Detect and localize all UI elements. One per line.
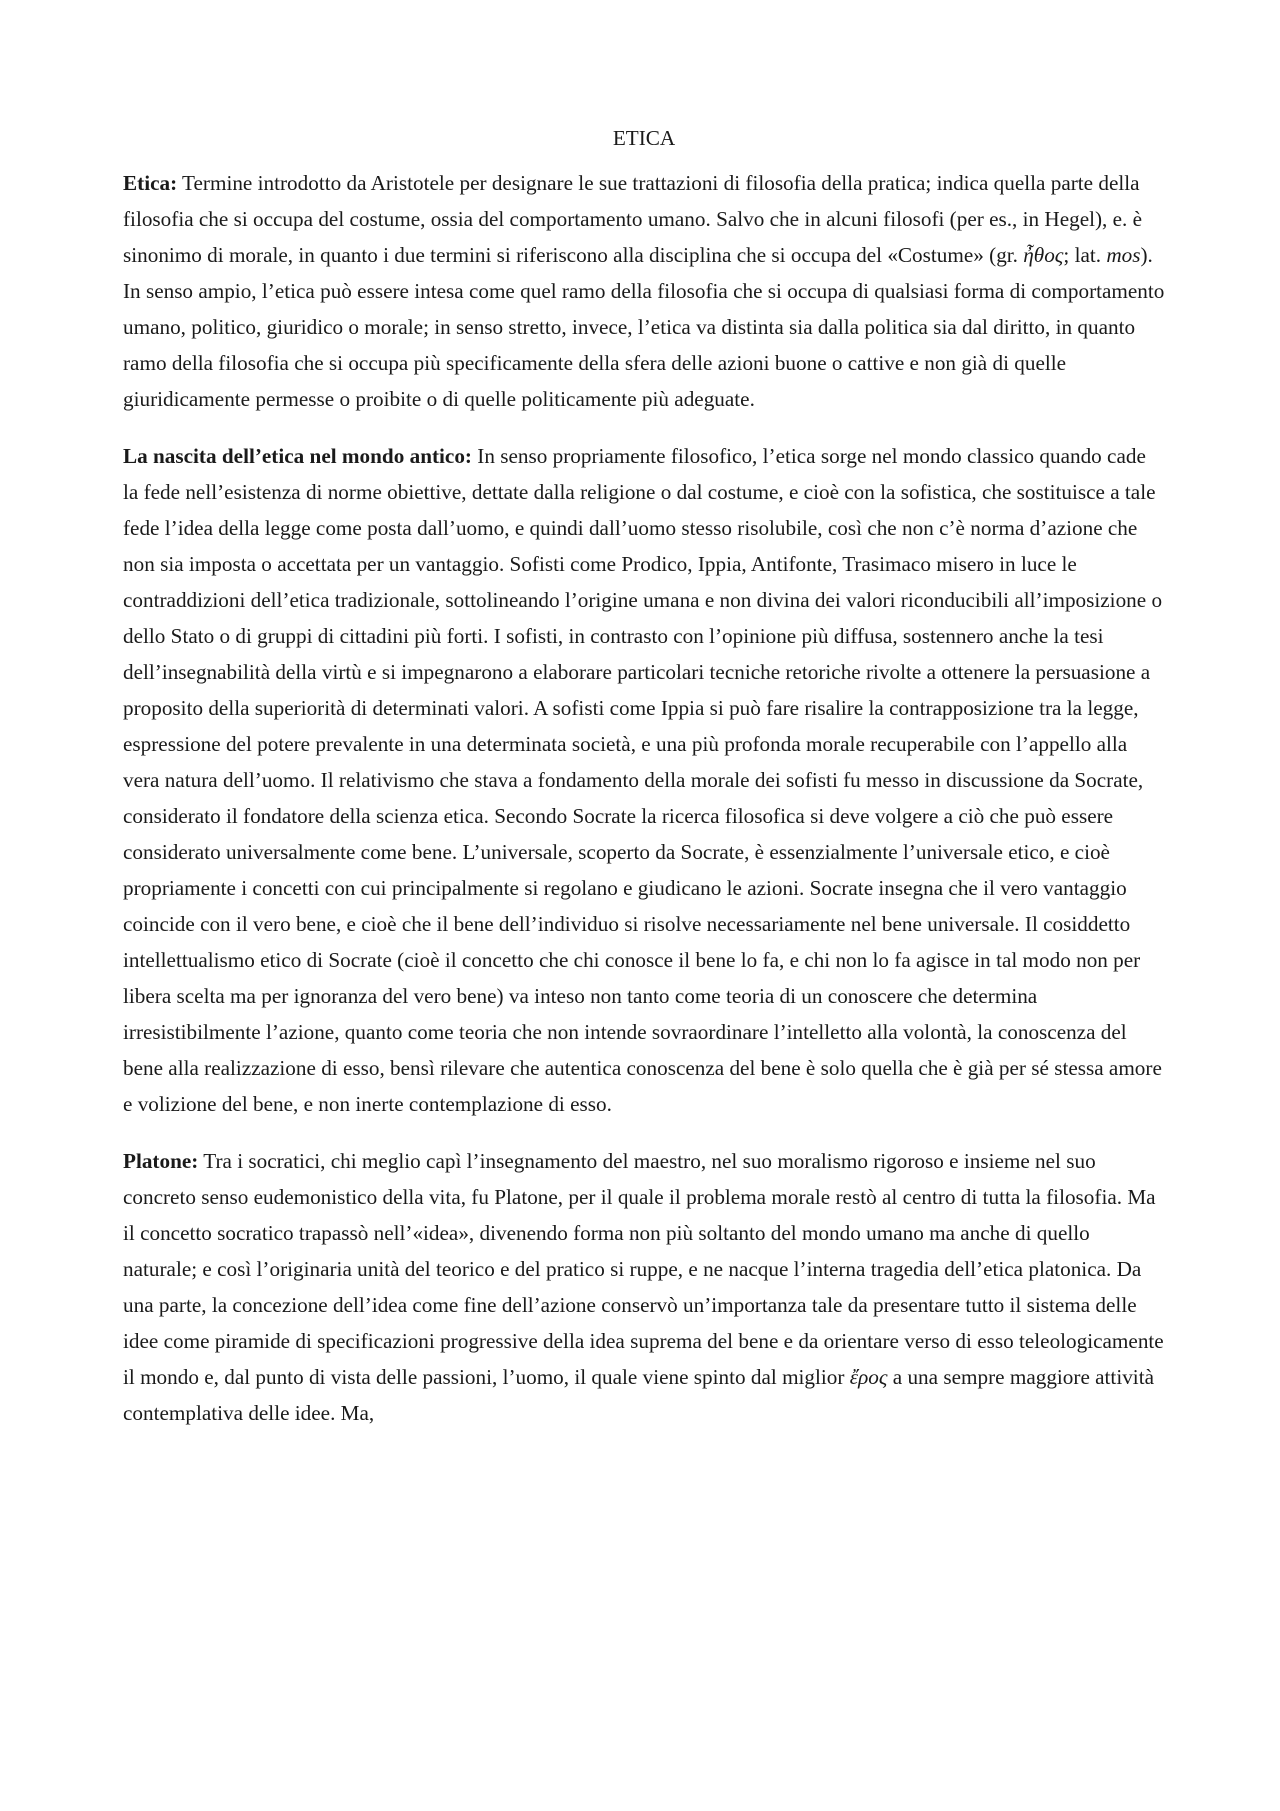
greek-term-ethos: ἦθος bbox=[1023, 243, 1064, 267]
greek-term-eros: ἔρος bbox=[849, 1365, 888, 1389]
section-nascita-etica bbox=[123, 438, 1165, 1122]
body-text: In senso propriamente filosofico, l’etica sorge nel mondo classico quando cade la fede nell’esistenza di norme obiettive, dettate dalla religione o dal costume, e cioè con la sofistica, che sostituisce a tale fede l’idea della legge come posta dall’uomo, e quindi dall’uomo stesso risolubile, così che non c’è norma d’azione che non sia imposta o accettata per un vantaggio. Sofisti come Prodico, Ippia, Antifonte, Trasimaco misero in luce le contraddizioni dell’etica tradizionale, sottolineando l’origine umana e non divina dei valori riconducibili all’imposizione o dello Stato o di gruppi di cittadini più forti. I sofisti, in contrasto con l’opinione più diffusa, sostennero anche la tesi dell’insegnabilità della virtù e si impegnarono a elaborare particolari tecniche retoriche rivolte a ottenere la persuasione a proposito della superiorità di determinati valori. A sofisti come Ippia si può fare risalire la contrapposizione tra la legge, espressione del potere prevalente in una determinata società, e una più profonda morale recuperabile con l’appello alla vera natura dell’uomo. Il relativismo che stava a fondamento della morale dei sofisti fu messo in discussione da Socrate, considerato il fondatore della scienza etica. Secondo Socrate la ricerca filosofica si deve volgere a ciò che può essere considerato universalmente come bene. L’universale, scoperto da Socrate, è essenzialmente l’universale etico, e cioè propriamente i concetti con cui principalmente si regolano e giudicano le azioni. Socrate insegna che il vero vantaggio coincide con il vero bene, e cioè che il bene dell’individuo si risolve necessariamente nel bene universale. Il cosiddetto intellettualismo etico di Socrate (cioè il concetto che chi conosce il bene lo fa, e chi non lo fa agisce in tal modo non per libera scelta ma per ignoranza del vero bene) va inteso non tanto come teoria di un conoscere che determina irresistibilmente l’azione, quanto come teoria che non intende sovraordinare l’intelletto alla volontà, la conoscenza del bene alla realizzazione di esso, bensì rilevare che autentica conoscenza del bene è solo quella che è già per sé stessa amore e volizione del bene, e non inerte contemplazione di esso. bbox=[123, 444, 1163, 1116]
section-platone bbox=[123, 1143, 1165, 1431]
section-heading: La nascita dell’etica nel mondo antico: bbox=[123, 444, 472, 468]
body-text: Tra i socratici, chi meglio capì l’insegnamento del maestro, nel suo moralismo rigoroso e insieme nel suo concreto senso eudemonistico della vita, fu Platone, per il quale il problema morale restò al centro di tutta la filosofia. Ma il concetto socratico trapassò nell’«idea», divenendo forma non più soltanto del mondo umano ma anche di quello naturale; e così l’originaria unità del teorico e del pratico si ruppe, e ne nacque l’interna tragedia dell’etica platonica. Da una parte, la concezione dell’idea come fine dell’azione conservò un’importanza tale da presentare tutto il sistema delle idee come piramide di specificazioni progressive della idea suprema del bene e da orientare verso di esso teleologicamente il mondo e, dal punto di vista delle passioni, l’uomo, il quale viene spinto dal miglior bbox=[123, 1149, 1164, 1389]
body-text: ). In senso ampio, l’etica può essere intesa come quel ramo della filosofia che si occupa di qualsiasi forma di comportamento umano, politico, giuridico o morale; in senso stretto, invece, l’etica va distinta sia dalla politica sia dal diritto, in quanto ramo della filosofia che si occupa più specificamente della sfera delle azioni buone o cattive e non già di quelle giuridicamente permesse o proibite o di quelle politicamente più adeguate. bbox=[123, 243, 1165, 411]
body-text: a una sempre maggiore attività contemplativa delle idee. Ma, bbox=[123, 1365, 1154, 1425]
latin-term-mos: mos bbox=[1106, 243, 1141, 267]
body-text: Termine introdotto da Aristotele per designare le sue trattazioni di filosofia della pratica; indica quella parte della filosofia che si occupa del costume, ossia del comportamento umano. Salvo che in alcuni filosofi (per es., in Hegel), e. è sinonimo di morale, in quanto i due termini si riferiscono alla disciplina che si occupa del «Costume» (gr. bbox=[123, 171, 1143, 267]
body-text: ; lat. bbox=[1063, 243, 1107, 267]
document-title: ETICA bbox=[612, 126, 676, 150]
section-heading: Etica: bbox=[123, 171, 178, 195]
section-etica bbox=[123, 165, 1165, 417]
document-body bbox=[123, 120, 1165, 1452]
section-heading: Platone: bbox=[123, 1149, 199, 1173]
